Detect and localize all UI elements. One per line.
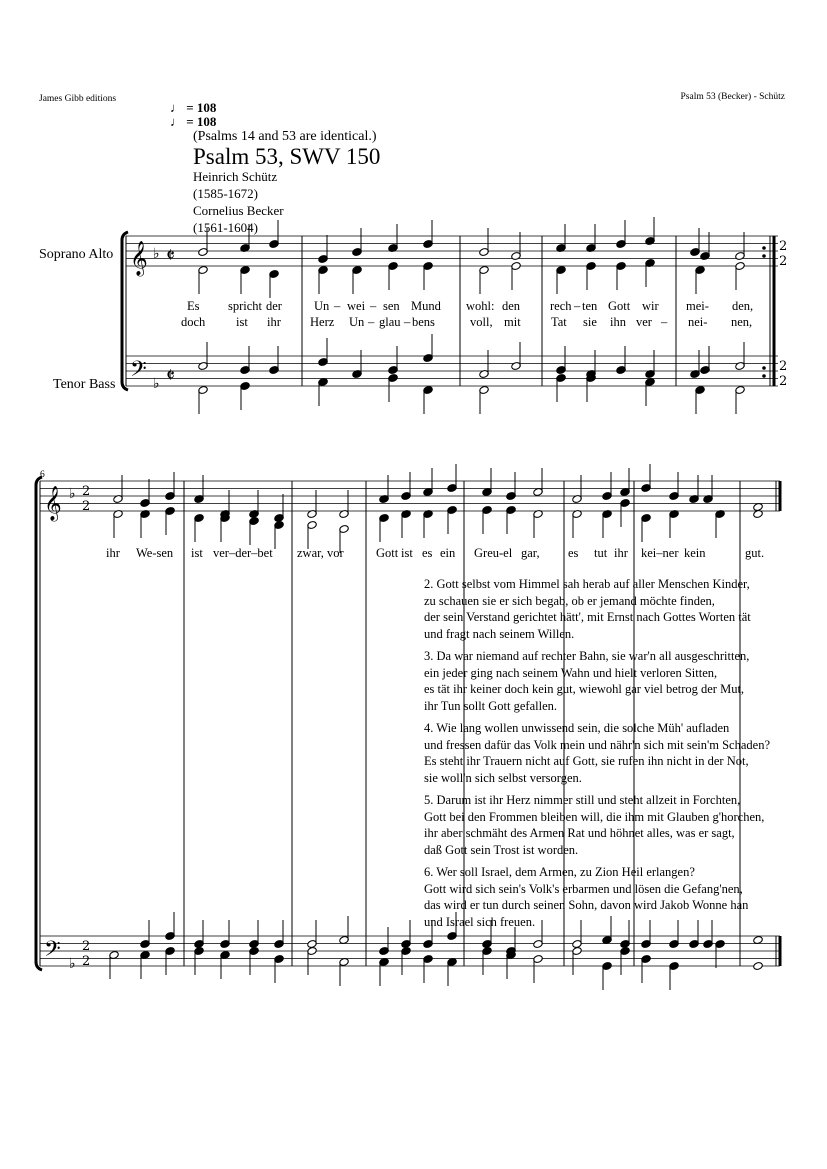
lyric-syllable: rech	[550, 299, 572, 313]
lyric-syllable: sen	[383, 299, 400, 313]
time-signature-digit: 2	[779, 254, 788, 269]
lyric-syllable: mit	[504, 315, 521, 329]
lyric-hyphen: –	[368, 315, 375, 329]
verse-line: ein jeder ging nach seinem Wahn und hielt verloren Sitten,	[424, 665, 718, 680]
lyric-syllable: ist	[401, 546, 413, 560]
lyric-syllable: wir	[642, 299, 659, 313]
verse-line: Gott bei den Frommen bleiben will, die ihm mit Glauben g'horchen,	[424, 809, 765, 824]
lyric-syllable: mei-	[686, 299, 709, 313]
verse-line: daß Gott sein Trost ist worden.	[424, 842, 579, 857]
system-bracket	[122, 232, 128, 390]
lyric-hyphen: –	[574, 299, 581, 313]
repeat-dot	[762, 254, 766, 258]
verse-line: Es steht ihr Trauern nicht auf Gott, sie rufen ihn nicht in der Not,	[424, 754, 749, 768]
verse-line: es tät ihr keiner doch kein gut, wiewohl gar viel betrog der Mut,	[424, 682, 745, 696]
page-title: Psalm 53, SWV 150	[193, 144, 381, 169]
lyric-syllable: ihn	[610, 315, 626, 329]
lyric-syllable: wei	[347, 299, 366, 313]
staff-label-upper: Soprano Alto	[39, 247, 114, 262]
lyric-syllable: Greu-el	[474, 546, 513, 560]
flat-sign: ♭	[69, 486, 76, 502]
bass-clef: 𝄢	[130, 357, 147, 387]
lyric-syllable: Herz	[310, 315, 335, 329]
time-signature-digit: 2	[779, 359, 788, 374]
lyric-syllable: gut.	[745, 546, 765, 560]
cut-time-sign: 𝄵	[166, 363, 175, 387]
lyric-syllable: Un	[349, 315, 365, 329]
verse-line: 3. Da war niemand auf rechter Bahn, sie war'n all ausgeschritten,	[424, 649, 750, 663]
measure-number: 6	[40, 470, 45, 480]
lyric-syllable: Tat	[551, 315, 567, 329]
lyric-syllable: doch	[181, 315, 206, 329]
lyric-syllable: ver	[636, 315, 652, 329]
lyric-syllable: ist	[191, 546, 203, 560]
lyric-syllable: tut	[594, 546, 608, 560]
lyric-hyphen: –	[334, 299, 341, 313]
lyric-syllable: den	[502, 299, 521, 313]
lyric-hyphen: –	[661, 315, 668, 329]
lyric-syllable: zwar, vor	[297, 546, 344, 560]
verse-line: 2. Gott selbst vom Himmel sah herab auf aller Menschen Kinder,	[424, 577, 750, 591]
lyric-syllable: Un	[314, 299, 330, 313]
verse-stanza	[424, 720, 770, 786]
verse-stanza	[424, 576, 770, 642]
lyric-syllable: ihr	[267, 315, 281, 329]
subtitle-note: (Psalms 14 and 53 are identical.)	[193, 129, 377, 144]
lyric-syllable: voll,	[470, 315, 493, 329]
staff-label-lower: Tenor Bass	[53, 377, 116, 392]
lyric-hyphen: –	[370, 299, 377, 313]
time-signature-digit: 2	[82, 939, 91, 954]
lyricist-dates: (1561-1604)	[193, 220, 258, 235]
bass-clef: 𝄢	[44, 937, 61, 967]
flat-sign: ♭	[153, 376, 160, 392]
cut-time-sign: 𝄵	[166, 243, 175, 267]
lyric-syllable: sie	[583, 315, 597, 329]
lyric-syllable: gar,	[521, 546, 540, 560]
running-title: Psalm 53 (Becker) - Schütz	[680, 92, 785, 102]
lyric-syllable: nen,	[731, 315, 753, 329]
lyric-syllable: We-sen	[136, 546, 174, 560]
verse-stanza	[424, 864, 770, 930]
verse-line: das wird er tun durch seinen Sohn, davon wird Jakob Wonne han	[424, 898, 749, 912]
verse-line: Gott wird sich sein's Volk's erbarmen und lösen die Gefang'nen,	[424, 881, 743, 896]
verse-stanza	[424, 648, 770, 714]
system-bracket	[36, 477, 42, 970]
flat-sign: ♭	[69, 956, 76, 972]
verse-line: 5. Darum ist ihr Herz nimmer still und steht allzeit in Forchten,	[424, 793, 741, 807]
lyricist-name: Cornelius Becker	[193, 203, 284, 218]
treble-clef: 𝄞	[44, 486, 62, 521]
lyric-syllable: nei-	[688, 315, 708, 329]
lyric-syllable: Mund	[411, 299, 441, 313]
time-signature-digit: 2	[779, 239, 788, 254]
lyric-syllable: ihr	[614, 546, 628, 560]
verse-stanza	[424, 792, 770, 858]
lyric-syllable: spricht	[228, 299, 263, 313]
treble-clef: 𝄞	[130, 241, 148, 276]
repeat-dot	[762, 374, 766, 378]
lyric-syllable: ver–der–bet	[213, 546, 273, 560]
time-signature-digit: 2	[779, 374, 788, 389]
lyric-syllable: wohl:	[466, 299, 495, 313]
lyric-syllable: bens	[412, 315, 435, 329]
lyric-syllable: Es	[187, 299, 200, 313]
verse-line: 6. Wer soll Israel, dem Armen, zu Zion Heil erlangen?	[424, 865, 695, 879]
verse-line: ihr Tun sollt Gott gefallen.	[424, 698, 557, 713]
verse-line: ihr aber schmäht des Armen Rat und höhnet alles, was er sagt,	[424, 826, 735, 840]
lyric-syllable: glau	[379, 315, 401, 329]
composer-dates: (1585-1672)	[193, 186, 258, 201]
lyric-syllable: ihr	[106, 546, 120, 560]
flat-sign: ♭	[153, 246, 160, 262]
lyric-syllable: kei–ner	[641, 546, 679, 560]
repeat-dot	[762, 246, 766, 250]
lyric-syllable: den,	[732, 299, 754, 313]
verse-line: und Israel sich freuen.	[424, 914, 536, 929]
verse-line: der sein Verstand gerichtet hätt', mit Ernst nach Gottes Worten tät	[424, 610, 751, 624]
composer-name: Heinrich Schütz	[193, 169, 278, 184]
lyric-syllable: ist	[236, 315, 248, 329]
verse-line: 4. Wie lang wollen unwissend sein, die solche Müh' aufladen	[424, 721, 730, 735]
verses-block	[424, 576, 770, 930]
tempo-marking: ♩ = 108	[170, 100, 217, 115]
lyric-syllable: ten	[582, 299, 598, 313]
lyric-syllable: der	[266, 299, 282, 313]
lyric-syllable: es	[568, 546, 579, 560]
verse-line: sie woll'n sich selbst versorgen.	[424, 770, 582, 785]
note-head	[753, 961, 763, 970]
time-signature-digit: 2	[82, 484, 91, 499]
verse-line: und fragt nach seinem Willen.	[424, 626, 575, 641]
lyric-syllable: es	[422, 546, 433, 560]
publisher-credit: James Gibb editions	[39, 94, 117, 104]
lyric-hyphen: –	[404, 315, 411, 329]
time-signature-digit: 2	[82, 499, 91, 514]
lyric-syllable: Gott	[608, 299, 631, 313]
tempo-marking: ♩ = 108	[170, 114, 217, 129]
lyric-syllable: ein	[440, 546, 456, 560]
lyric-syllable: kein	[684, 546, 706, 560]
repeat-dot	[762, 366, 766, 370]
time-signature-digit: 2	[82, 954, 91, 969]
lyric-syllable: Gott	[376, 546, 399, 560]
verse-line: zu schauen sie er sich begab, ob er jemand möchte finden,	[424, 593, 715, 608]
verse-line: und fressen dafür das Volk mein und nähr'n sich mit sein'm Schaden?	[424, 737, 770, 752]
